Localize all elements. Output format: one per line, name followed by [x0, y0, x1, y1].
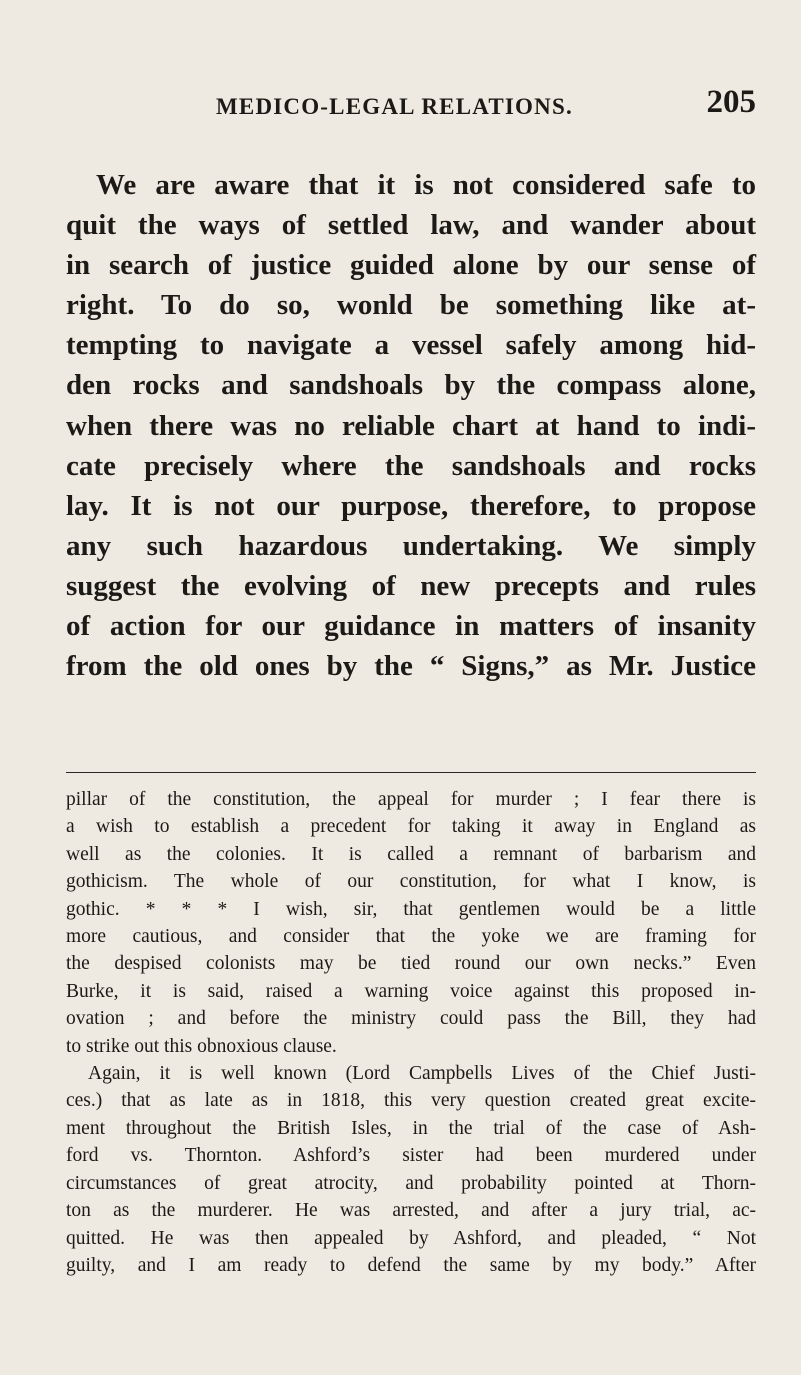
footnote-line: well as the colonies. It is called a remnant of barbarism and	[66, 843, 756, 865]
main-text-line: when there was no reliable chart at hand to indi-	[66, 409, 756, 442]
main-text-line: from the old ones by the “ Signs,” as Mr. Justice	[66, 650, 756, 683]
footnote-line: guilty, and I am ready to defend the same by my body.” After	[66, 1254, 756, 1276]
main-text-line: any such hazardous undertaking. We simply	[66, 529, 756, 562]
main-text-line: den rocks and sandshoals by the compass alone,	[66, 369, 756, 402]
footnote-line: ovation ; and before the ministry could pass the Bill, they had	[66, 1008, 756, 1030]
footnote-line: circumstances of great atrocity, and probability pointed at Thorn-	[66, 1172, 756, 1194]
footnote-line: Burke, it is said, raised a warning voice against this proposed in-	[66, 980, 756, 1002]
main-text-line: We are aware that it is not considered safe to	[96, 169, 756, 201]
footnote-line: gothicism. The whole of our constitution, for what I know, is	[66, 871, 756, 893]
footnote-line: ces.) that as late as in 1818, this very question created great excite-	[66, 1090, 756, 1112]
main-text-line: in search of justice guided alone by our sense of	[66, 249, 756, 282]
footnote-line: Again, it is well known (Lord Campbells Lives of the Chief Justi-	[88, 1063, 756, 1085]
footnote-line: pillar of the constitution, the appeal for murder ; I fear there is	[66, 789, 756, 810]
footnote-line: a wish to establish a precedent for taking it away in England as	[66, 816, 756, 838]
footnote-line: ment throughout the British Isles, in the trial of the case of Ash-	[66, 1117, 756, 1139]
footnote-line: gothic. * * * I wish, sir, that gentlemen would be a little	[66, 898, 756, 920]
main-text-line: right. To do so, wonld be something like at-	[66, 289, 756, 322]
main-text-line: quit the ways of settled law, and wander about	[66, 209, 756, 242]
main-paragraph	[66, 165, 756, 686]
footnote-divider	[66, 772, 756, 773]
main-text-line: of action for our guidance in matters of insanity	[66, 610, 756, 643]
footnote-line: to strike out this obnoxious clause.	[66, 1035, 337, 1057]
footnote-line: more cautious, and consider that the yoke we are framing for	[66, 926, 756, 948]
main-text-line: suggest the evolving of new precepts and rules	[66, 569, 756, 602]
running-title: MEDICO-LEGAL RELATIONS.	[216, 94, 573, 119]
footnote-line: ford vs. Thornton. Ashford’s sister had been murdered under	[66, 1145, 756, 1167]
main-text-line: tempting to navigate a vessel safely among hid-	[66, 329, 756, 362]
main-text-line: cate precisely where the sandshoals and rocks	[66, 449, 756, 482]
footnote	[66, 786, 756, 1279]
main-text-line: lay. It is not our purpose, therefore, to propose	[66, 489, 756, 522]
footnote-line: the despised colonists may be tied round our own necks.” Even	[66, 953, 756, 975]
running-head	[216, 84, 756, 124]
footnote-line: ton as the murderer. He was arrested, and after a jury trial, ac-	[66, 1200, 756, 1222]
footnote-line: quitted. He was then appealed by Ashford, and pleaded, “ Not	[66, 1227, 756, 1249]
page-number: 205	[706, 84, 756, 120]
